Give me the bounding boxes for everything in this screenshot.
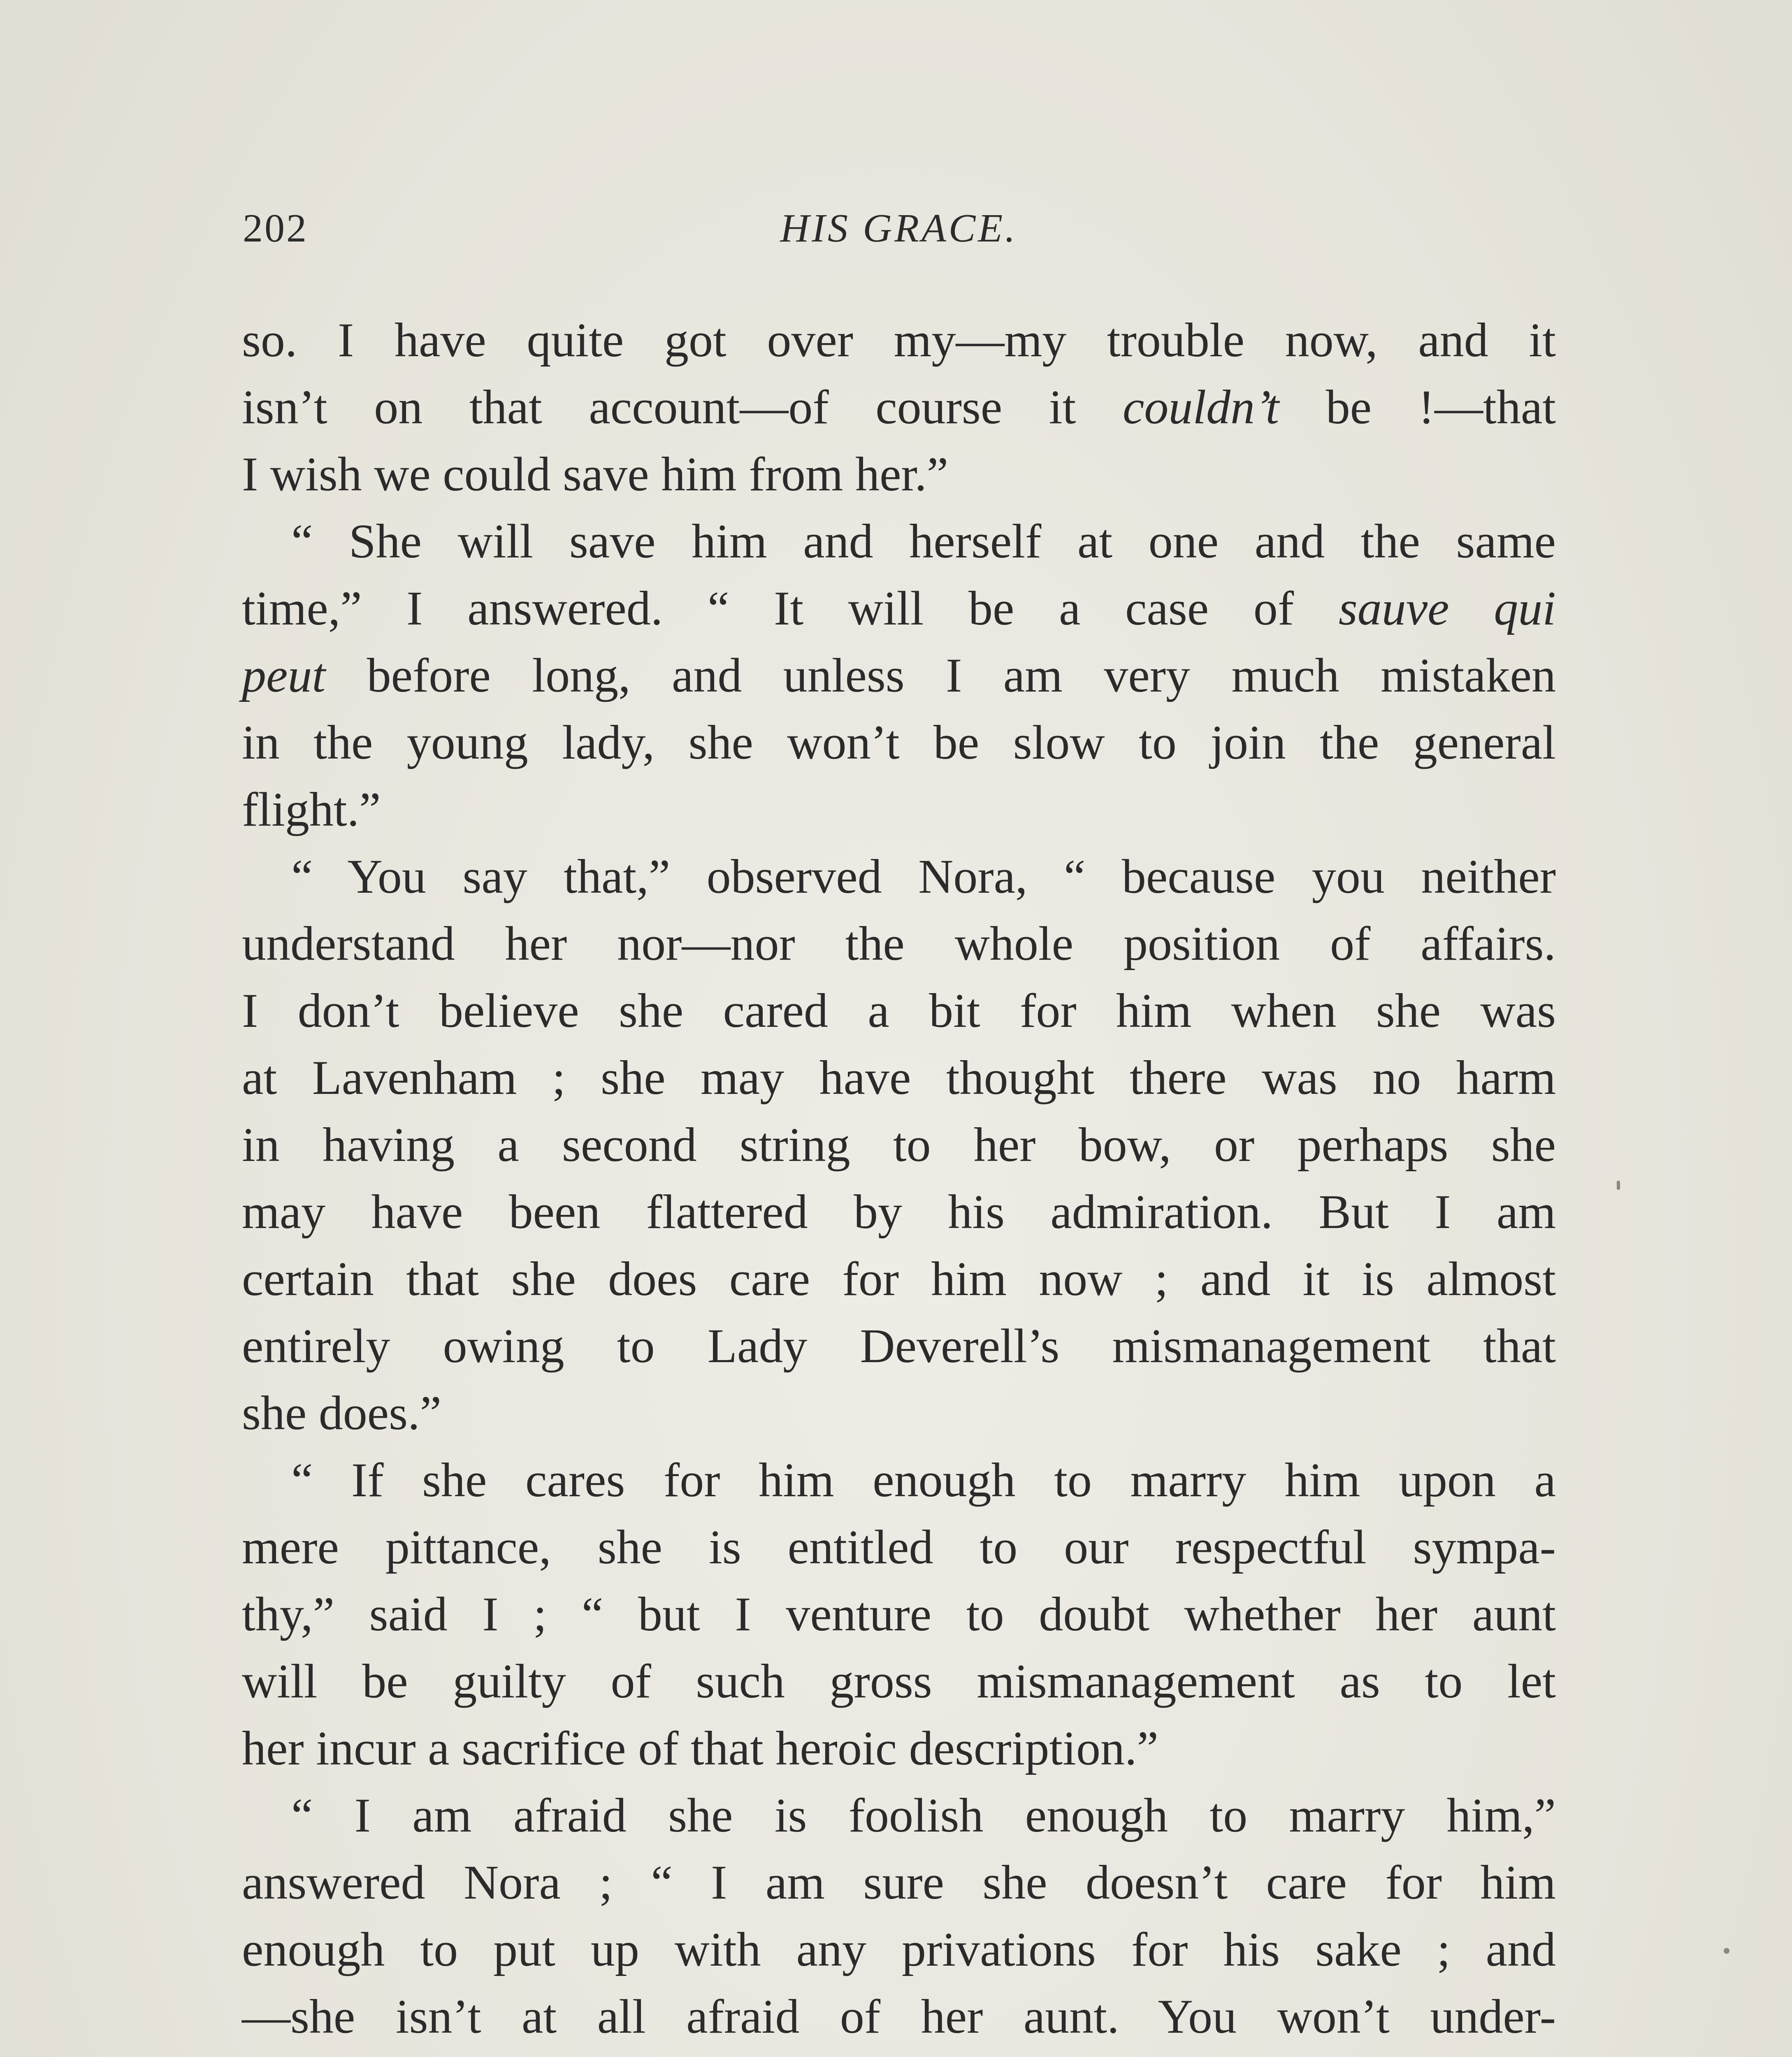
paper-speck bbox=[1617, 1181, 1620, 1190]
body-text bbox=[242, 306, 1556, 2057]
paragraph-start-line: “ If she cares for him enough to marry him upon a bbox=[291, 1453, 1556, 1507]
text-line: will be guilty of such gross mismanagement as to let bbox=[242, 1654, 1556, 1708]
text-line: at Lavenham ; she may have thought there was no harm bbox=[242, 1051, 1556, 1105]
italic-emphasis: couldn’t bbox=[1122, 380, 1279, 434]
paragraph-start-line: “ I am afraid she is foolish enough to marry him,” bbox=[291, 1788, 1556, 1842]
text-line: mere pittance, she is entitled to our respectful sympa- bbox=[242, 1520, 1556, 1574]
text-line: in having a second string to her bow, or perhaps she bbox=[242, 1118, 1556, 1172]
text-line: I wish we could save him from her.” bbox=[242, 447, 949, 501]
text-line: flight.” bbox=[242, 782, 381, 836]
text-line: understand her nor—nor the whole position of affairs. bbox=[242, 917, 1556, 970]
page-number: 202 bbox=[243, 206, 308, 251]
paper-speck bbox=[1724, 1948, 1729, 1954]
text-line bbox=[242, 2050, 1556, 2057]
paragraph-start-line: “ You say that,” observed Nora, “ because you neither bbox=[291, 850, 1556, 903]
text-line: I don’t believe she cared a bit for him when she was bbox=[242, 984, 1556, 1038]
text-line: thy,” said I ; “ but I venture to doubt whether her aunt bbox=[242, 1587, 1556, 1641]
text-line: isn’t on that account—of course it couldn’t be !—that bbox=[242, 380, 1556, 434]
text-line: time,” I answered. “ It will be a case of sauve qui bbox=[242, 581, 1556, 635]
text-line: her incur a sacrifice of that heroic description.” bbox=[242, 1721, 1158, 1775]
text-line: in the young lady, she won’t be slow to join the general bbox=[242, 715, 1556, 769]
text-line: she does.” bbox=[242, 1386, 441, 1440]
paragraph-start-line: “ She will save him and herself at one and the same bbox=[291, 514, 1556, 568]
text-line: peut before long, and unless I am very much mistaken bbox=[242, 648, 1556, 702]
text-line: certain that she does care for him now ; and it is almost bbox=[242, 1252, 1556, 1306]
text-line: entirely owing to Lady Deverell’s mismanagement that bbox=[242, 1319, 1556, 1373]
text-line: so. I have quite got over my—my trouble now, and it bbox=[242, 313, 1556, 367]
text-line: answered Nora ; “ I am sure she doesn’t care for him bbox=[242, 1855, 1556, 1909]
italic-phrase: peut bbox=[242, 648, 326, 702]
text-line: may have been flattered by his admiration. But I am bbox=[242, 1185, 1556, 1239]
running-title: HIS GRACE. bbox=[780, 206, 1018, 251]
text-line: —she isn’t at all afraid of her aunt. You won’t under- bbox=[242, 1990, 1556, 2043]
running-head bbox=[243, 197, 1555, 259]
italic-phrase: sauve qui bbox=[1338, 581, 1556, 635]
text-line: enough to put up with any privations for his sake ; and bbox=[242, 1922, 1556, 1976]
